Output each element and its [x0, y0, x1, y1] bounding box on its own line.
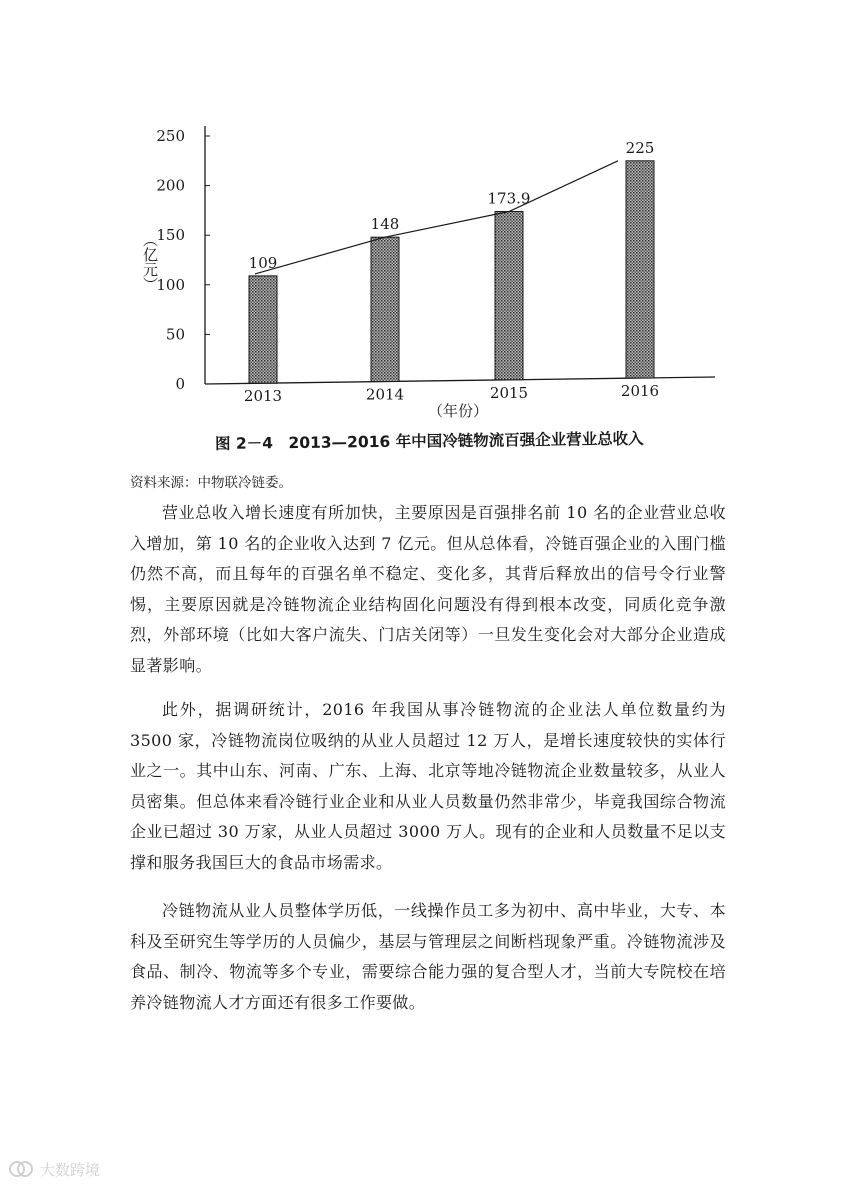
data-label-2016: 225: [625, 138, 655, 157]
x-tick-label-2014: 2014: [365, 385, 405, 404]
data-label-2014: 148: [370, 215, 400, 234]
y-tick-label: 100: [156, 275, 185, 294]
y-tick-label: 150: [156, 226, 185, 245]
y-tick-label: 50: [165, 325, 185, 344]
x-tick-label-2016: 2016: [620, 382, 660, 401]
y-tick-label: 250: [156, 127, 185, 145]
watermark-text: 大数跨境: [40, 1160, 101, 1179]
x-axis-label: （年份）: [427, 402, 489, 420]
bar-2016: [626, 161, 654, 378]
bar-2014: [371, 237, 399, 381]
bar-2015: [495, 211, 523, 379]
brand-logo-icon: [8, 1158, 34, 1180]
data-label-2015: 173.9: [487, 189, 531, 208]
paragraph-3: 冷链物流从业人员整体学历低，一线操作员工多为初中、高中毕业，大专、本科及至研究生等学历的人员偏少，基层与管理层之间断档现象严重。冷链物流涉及食品、制冷、物流等多个专业，需要综合能力强的复合型人才，当前大专院校在培养冷链物流人才方面还有很多工作要做。: [130, 901, 726, 1012]
y-axis-label: （亿元）: [141, 232, 159, 292]
paragraph-1: 营业总收入增长速度有所加快，主要原因是百强排名前 10 名的企业营业总收入增加，第 10 名的企业收入达到 7 亿元。但从总体看，冷链百强企业的入围门槛仍然不高，而且每年的百强名单不稳定、变化多，其背后释放出的信号令行业警惕，主要原因就是冷链物流企业结构固化问题没有得到根本改变，同质化竞争激烈，外部环境（比如大客户流失、门店关闭等）一旦发生变化会对大部分企业造成显著影响。: [130, 503, 726, 675]
figure-caption: 图 2－4 2013—2016 年中国冷链物流百强企业营业总收入: [214, 429, 644, 453]
paragraph-2: 此外，据调研统计，2016 年我国从事冷链物流的企业法人单位数量约为 3500 家，冷链物流岗位吸纳的从业人员超过 12 万人，是增长速度较快的实体行业之一。其中山东、河南、广东、上海、北京等地冷链物流企业数量较多，从业人员密集。但总体来看冷链行业企业和从业人员数量仍然非常少，毕竟我国综合物流企业已超过 30 万家，从业人员超过 3000 万人。现有的企业和人员数量不足以支撑和服务我国巨大的食品市场需求。: [130, 700, 726, 872]
x-tick-label-2015: 2015: [489, 383, 529, 402]
trend-line: [255, 161, 618, 274]
data-label-2013: 109: [248, 253, 278, 272]
y-tick-label: 0: [175, 375, 185, 393]
x-tick-label-2013: 2013: [243, 387, 283, 406]
bar-2013: [249, 276, 277, 383]
y-tick-label: 200: [156, 176, 185, 195]
revenue-bar-chart: [0, 0, 852, 430]
watermark: [8, 1158, 100, 1180]
source-note: 资料来源：中物联冷链委。: [130, 475, 292, 491]
